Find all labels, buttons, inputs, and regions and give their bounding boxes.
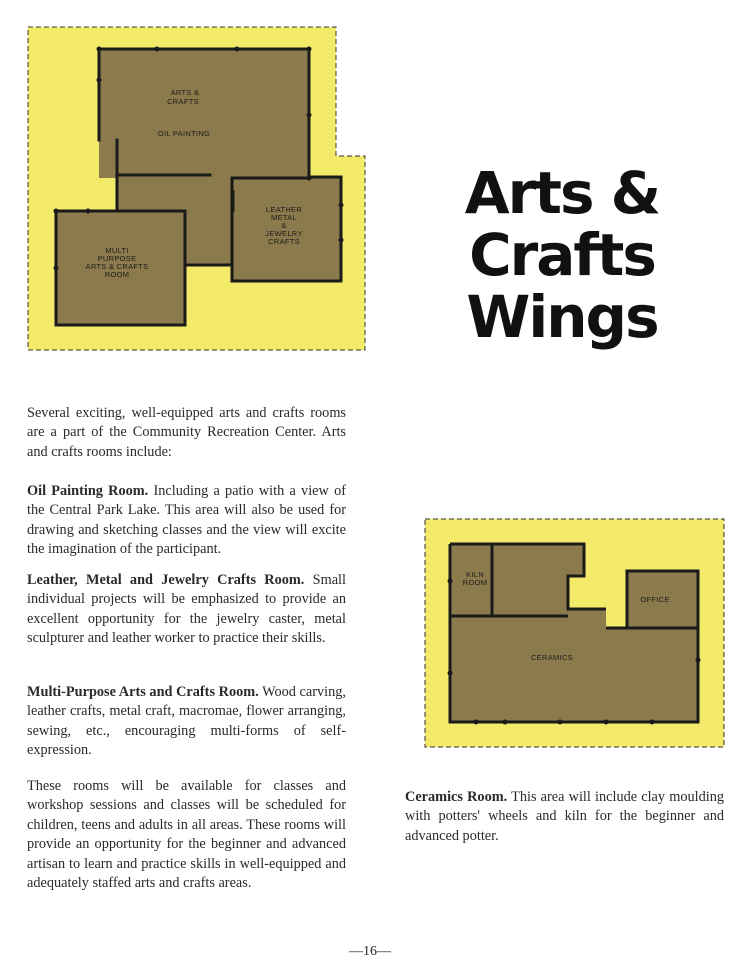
label-leather-3: & <box>281 221 287 230</box>
label-multi-4: ROOM <box>104 270 130 279</box>
ceramics-paragraph <box>405 788 724 846</box>
label-leather-2: METAL <box>271 213 297 222</box>
oil-painting-body: Including a patio with a view of the Central Park Lake. This area will also be used for drawing and sketching classes and the view will excite the imagination of the participant. <box>27 483 346 558</box>
multi-purpose-heading: Multi-Purpose Arts and Crafts Room. <box>27 684 259 700</box>
intro-paragraph: Several exciting, well-equipped arts and crafts rooms are a part of the Community Recreation Center. Arts and crafts rooms include: <box>27 405 346 460</box>
ceramics-body: This area will include clay moulding with potters' wheels and kiln for the beginner and advanced potter. <box>405 789 725 844</box>
page-number: —16— <box>349 944 391 959</box>
label-multi-2: PURPOSE <box>97 254 137 263</box>
label-leather-4: JEWELRY <box>265 229 303 238</box>
label-leather-1: LEATHER <box>265 205 303 214</box>
label-kiln-1: KILN <box>466 570 484 579</box>
label-leather-5: CRAFTS <box>268 237 300 246</box>
title-line-2: Wings <box>466 283 658 351</box>
leather-body: Small individual projects will be emphasized to provide an excellent opportunity for the jewelry caster, metal sculpturer and leather worker to practice their skills. <box>27 572 347 647</box>
label-oil-painting: OIL PAINTING <box>157 129 211 138</box>
label-arts-crafts-2: CRAFTS <box>167 97 199 106</box>
multi-purpose-body: Wood carving, leather crafts, metal craft, macromae, flower arranging, sewing, etc., encouraging multi-forms of self-expression. <box>27 684 346 759</box>
label-office: OFFICE <box>640 595 670 604</box>
page-title <box>382 159 742 351</box>
closing-paragraph: These rooms will be available for classes and workshop sessions and classes will be scheduled for children, teens and adults in all areas. These rooms will provide an opportunity for the beginner and advanced artisan to learn and practice skills in well-equipped and adequately staffed arts and crafts areas. <box>27 778 346 892</box>
leather-heading: Leather, Metal and Jewelry Crafts Room. <box>27 572 305 588</box>
leather-paragraph <box>27 571 346 649</box>
multi-purpose-paragraph <box>27 683 346 761</box>
label-arts-crafts-1: ARTS & <box>170 88 200 97</box>
label-ceramics: CERAMICS <box>531 653 573 662</box>
oil-painting-heading: Oil Painting Room. <box>27 483 149 499</box>
label-multi-3: ARTS & CRAFTS <box>85 262 149 271</box>
ceramics-heading: Ceramics Room. <box>405 789 508 805</box>
oil-painting-paragraph <box>27 482 346 560</box>
title-line-1: Arts & Crafts <box>464 159 660 289</box>
label-kiln-2: ROOM <box>462 578 488 587</box>
label-multi-1: MULTI <box>105 246 129 255</box>
